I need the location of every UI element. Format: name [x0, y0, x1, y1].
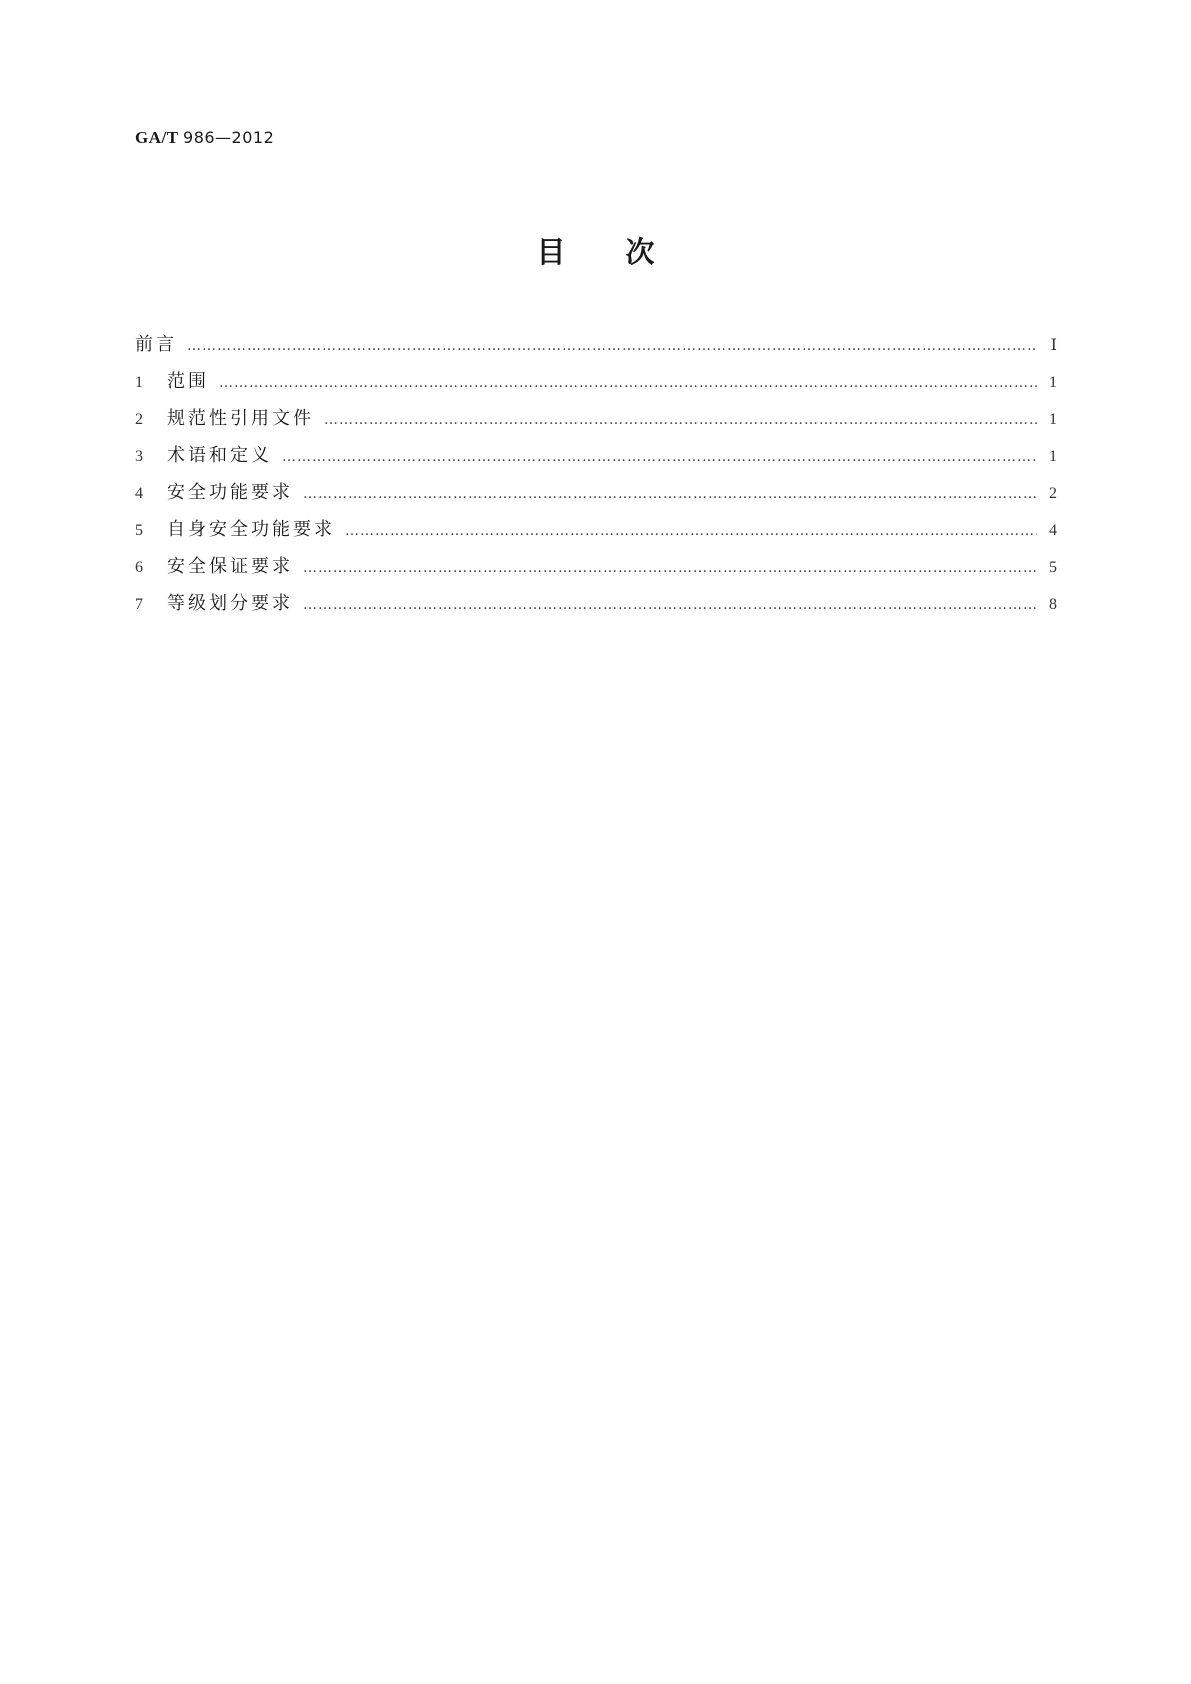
toc-item-label: 安全功能要求 — [167, 482, 293, 503]
toc-item-grading[interactable] — [135, 585, 1057, 622]
toc-item-number: 6 — [135, 559, 143, 576]
toc-item-label: 自身安全功能要求 — [167, 519, 335, 540]
toc-item-number: 1 — [135, 374, 143, 391]
toc-item-number: 2 — [135, 411, 143, 428]
toc-item-foreword[interactable] — [135, 326, 1057, 363]
toc-item-security-assurance[interactable] — [135, 548, 1057, 585]
toc-title: 目 次 — [536, 235, 655, 269]
toc-item-page: 4 — [1049, 522, 1057, 539]
toc-item-page: 2 — [1049, 485, 1057, 502]
toc-item-page: 5 — [1049, 559, 1057, 576]
standard-code-number: 986—2012 — [183, 128, 275, 147]
toc-item-scope[interactable] — [135, 363, 1057, 400]
toc-leader-dots — [303, 476, 1037, 513]
toc-item-label: 规范性引用文件 — [167, 408, 314, 429]
toc-leader-dots — [303, 550, 1037, 587]
toc-item-label: 范围 — [167, 371, 209, 392]
toc-leader-dots — [303, 587, 1037, 624]
toc-item-page: Ⅰ — [1050, 337, 1057, 354]
toc-item-label: 安全保证要求 — [167, 556, 293, 577]
toc-item-label: 等级划分要求 — [167, 593, 293, 614]
toc-leader-dots — [324, 402, 1037, 439]
standard-code-prefix: GA/T — [135, 128, 179, 147]
toc-item-number: 7 — [135, 596, 143, 613]
toc-item-number: 3 — [135, 448, 143, 465]
toc-item-label: 前言 — [135, 334, 177, 355]
standard-code — [135, 128, 274, 148]
toc-item-page: 1 — [1049, 448, 1057, 465]
toc-item-label: 术语和定义 — [167, 445, 272, 466]
toc-leader-dots — [282, 439, 1037, 476]
toc-item-terms-definitions[interactable] — [135, 437, 1057, 474]
toc-list — [135, 326, 1057, 622]
toc-leader-dots — [345, 513, 1037, 550]
toc-item-page: 8 — [1049, 596, 1057, 613]
toc-item-self-security-function[interactable] — [135, 511, 1057, 548]
toc-item-number: 4 — [135, 485, 143, 502]
toc-item-page: 1 — [1049, 411, 1057, 428]
toc-leader-dots — [219, 365, 1037, 402]
toc-item-page: 1 — [1049, 374, 1057, 391]
toc-item-security-function[interactable] — [135, 474, 1057, 511]
toc-item-number: 5 — [135, 522, 143, 539]
toc-leader-dots — [187, 328, 1037, 365]
toc-item-normative-references[interactable] — [135, 400, 1057, 437]
